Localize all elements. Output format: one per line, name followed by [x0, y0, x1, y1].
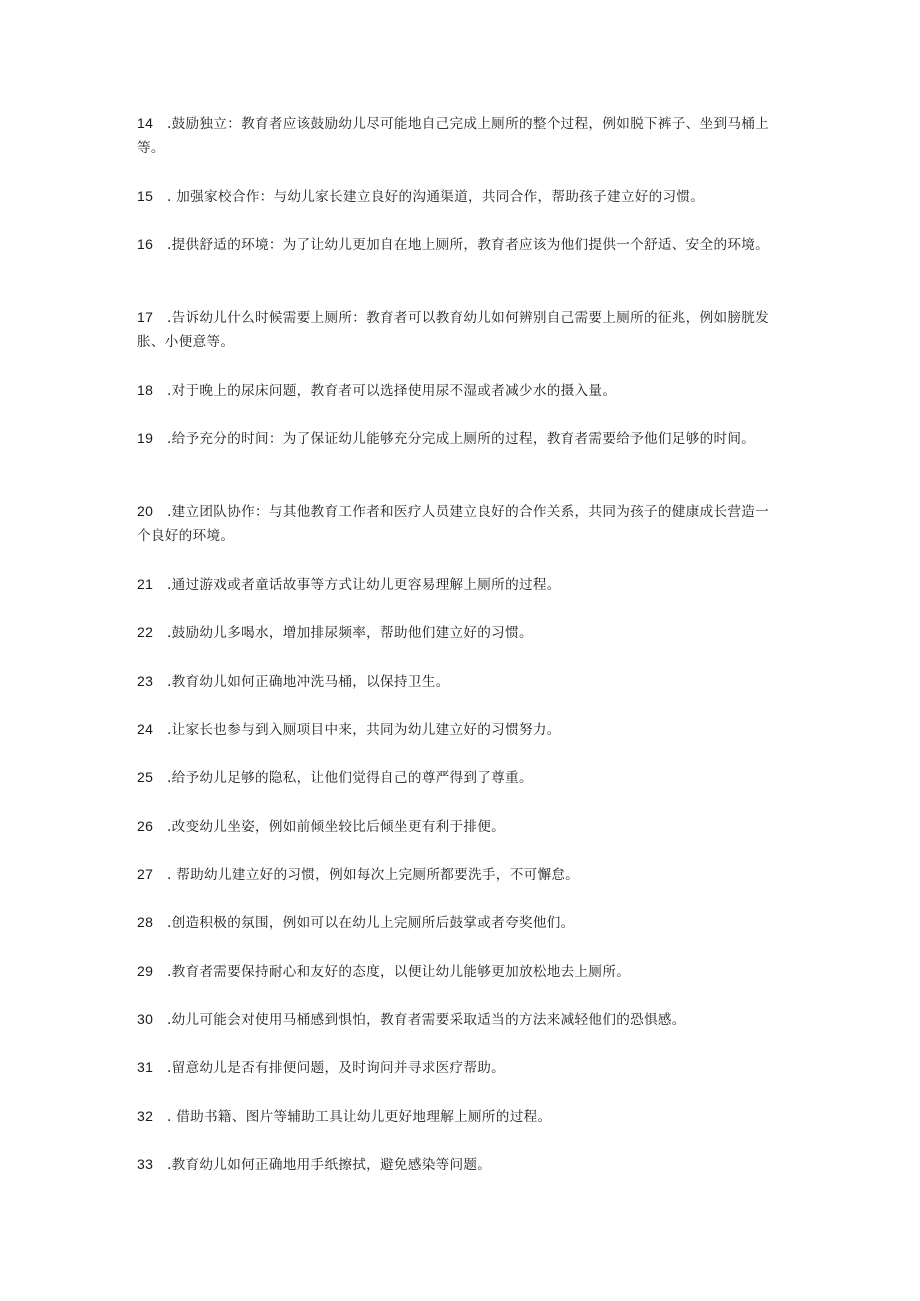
list-item: [137, 669, 777, 694]
list-item: [137, 111, 777, 160]
item-number: 15: [137, 188, 154, 204]
item-text: . 帮助幼儿建立好的习惯，例如每次上完厕所都要洗手，不可懈怠。: [167, 867, 580, 883]
list-item: [137, 184, 777, 209]
item-number: 21: [137, 576, 154, 592]
item-number: 31: [137, 1059, 154, 1075]
item-text: .对于晚上的尿床问题，教育者可以选择使用尿不湿或者减少水的摄入量。: [167, 383, 617, 399]
item-number: 28: [137, 914, 154, 930]
item-text: .通过游戏或者童话故事等方式让幼儿更容易理解上厕所的过程。: [167, 577, 561, 593]
list-item: [137, 910, 777, 935]
item-number: 23: [137, 673, 154, 689]
item-number: 26: [137, 818, 154, 834]
list-item: [137, 1152, 777, 1177]
list-item: [137, 620, 777, 645]
item-text: .告诉幼儿什么时候需要上厕所：教育者可以教育幼儿如何辨别自己需要上厕所的征兆，例如膀胱发胀、小便意等。: [137, 310, 770, 350]
item-number: 25: [137, 769, 154, 785]
item-text: .教育者需要保持耐心和友好的态度，以便让幼儿能够更加放松地去上厕所。: [167, 964, 631, 980]
item-text: .教育幼儿如何正确地用手纸擦拭，避免感染等问题。: [167, 1157, 492, 1173]
item-number: 30: [137, 1011, 154, 1027]
item-text: .让家长也参与到入厕项目中来，共同为幼儿建立好的习惯努力。: [167, 722, 561, 738]
list-item: [137, 765, 777, 790]
item-number: 27: [137, 866, 154, 882]
item-number: 33: [137, 1156, 154, 1172]
item-number: 16: [137, 236, 154, 252]
item-text: .改变幼儿坐姿，例如前倾坐较比后倾坐更有利于排便。: [167, 819, 506, 835]
item-text: .鼓励独立：教育者应该鼓励幼儿尽可能地自己完成上厕所的整个过程，例如脱下裤子、坐到马桶上等。: [137, 116, 770, 156]
item-number: 19: [137, 430, 154, 446]
list-item: [137, 378, 777, 403]
list-item: [137, 1104, 777, 1129]
item-number: 14: [137, 115, 154, 131]
item-number: 22: [137, 624, 154, 640]
list-item: [137, 305, 777, 354]
item-text: .留意幼儿是否有排便问题，及时询问并寻求医疗帮助。: [167, 1060, 506, 1076]
item-text: . 加强家校合作：与幼儿家长建立良好的沟通渠道，共同合作，帮助孩子建立好的习惯。: [167, 189, 705, 205]
list-item: [137, 572, 777, 597]
list-item: [137, 814, 777, 839]
item-text: .教育幼儿如何正确地冲洗马桶，以保持卫生。: [167, 674, 450, 690]
item-number: 20: [137, 503, 154, 519]
item-number: 29: [137, 963, 154, 979]
item-number: 18: [137, 382, 154, 398]
list-item: [137, 959, 777, 984]
item-text: .创造积极的氛围，例如可以在幼儿上完厕所后鼓掌或者夸奖他们。: [167, 915, 575, 931]
item-number: 17: [137, 309, 154, 325]
list-item: [137, 426, 777, 451]
item-text: .给予充分的时间：为了保证幼儿能够充分完成上厕所的过程，教育者需要给予他们足够的时间。: [167, 431, 756, 447]
item-text: . 借助书籍、图片等辅助工具让幼儿更好地理解上厕所的过程。: [167, 1109, 552, 1125]
list-item: [137, 1007, 777, 1032]
item-text: .鼓励幼儿多喝水，增加排尿频率，帮助他们建立好的习惯。: [167, 625, 533, 641]
list-item: [137, 862, 777, 887]
item-text: .幼儿可能会对使用马桶感到惧怕，教育者需要采取适当的方法来减轻他们的恐惧感。: [167, 1012, 686, 1028]
item-text: .建立团队协作：与其他教育工作者和医疗人员建立良好的合作关系，共同为孩子的健康成长营造一个良好的环境。: [137, 504, 770, 544]
item-text: .给予幼儿足够的隐私，让他们觉得自己的尊严得到了尊重。: [167, 770, 533, 786]
list-item: [137, 232, 777, 257]
item-number: 32: [137, 1108, 154, 1124]
list-item: [137, 717, 777, 742]
list-item: [137, 499, 777, 548]
item-number: 24: [137, 721, 154, 737]
list-item: [137, 1055, 777, 1080]
item-text: .提供舒适的环境：为了让幼儿更加自在地上厕所，教育者应该为他们提供一个舒适、安全的环境。: [167, 237, 770, 253]
